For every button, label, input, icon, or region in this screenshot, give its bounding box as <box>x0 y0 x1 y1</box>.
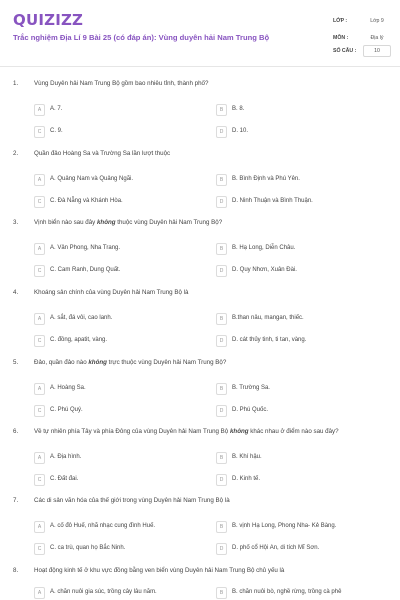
page-title: Trắc nghiệm Địa Lí 9 Bài 25 (có đáp án): Vùng duyên hải Nam Trung Bộ <box>13 33 270 42</box>
option-d[interactable] <box>216 335 381 347</box>
option-d[interactable] <box>216 265 381 277</box>
option-letter-box: B <box>216 521 227 533</box>
option-b[interactable] <box>216 243 381 255</box>
option-b[interactable] <box>216 452 381 464</box>
option-letter-box: A <box>34 587 45 599</box>
question-text <box>34 428 384 435</box>
option-c[interactable] <box>34 196 199 208</box>
question-text-part: thuộc vùng Duyên hải Nam Trung Bộ? <box>115 219 223 226</box>
option-b[interactable] <box>216 521 381 533</box>
meta-value: 10 <box>363 45 391 57</box>
question-number: 3. <box>13 219 19 226</box>
option-letter-box: D <box>216 474 227 486</box>
option-letter-box: D <box>216 335 227 347</box>
option-letter-box: B <box>216 587 227 599</box>
option-letter-box: C <box>34 474 45 486</box>
option-text: B. chăn nuôi bò, nghề rừng, trồng cà phê <box>232 589 342 595</box>
option-text: A. cố đô Huế, nhã nhạc cung đình Huế. <box>50 523 156 529</box>
question-3 <box>0 219 400 289</box>
option-b[interactable] <box>216 174 381 186</box>
option-text: D. phố cổ Hội An, di tích Mĩ Sơn. <box>232 545 320 551</box>
option-a[interactable] <box>34 174 199 186</box>
meta-label: SỐ CÂU : <box>333 48 357 54</box>
question-5 <box>0 359 400 429</box>
option-letter-box: C <box>34 126 45 138</box>
meta-class <box>333 14 391 28</box>
meta-subject <box>333 31 391 45</box>
option-letter-box: C <box>34 196 45 208</box>
option-a[interactable] <box>34 313 199 325</box>
option-text: C. Đất đai. <box>50 476 79 482</box>
option-text: A. Địa hình. <box>50 454 82 460</box>
meta-label: MÔN : <box>333 35 349 41</box>
option-letter-box: C <box>34 543 45 555</box>
option-d[interactable] <box>216 126 381 138</box>
option-text: A. 7. <box>50 106 63 112</box>
option-b[interactable] <box>216 383 381 395</box>
option-d[interactable] <box>216 196 381 208</box>
option-b[interactable] <box>216 587 381 599</box>
meta-label: LỚP : <box>333 18 348 24</box>
option-text: B.than nâu, mangan, thiếc. <box>232 315 304 321</box>
option-text: A. Vân Phong, Nha Trang. <box>50 245 121 251</box>
option-text: C. Cam Ranh, Dung Quất. <box>50 267 121 273</box>
question-7 <box>0 497 400 567</box>
question-6 <box>0 428 400 498</box>
question-text-part: Vịnh biển nào sau đây <box>34 219 97 226</box>
option-text: C. ca trù, quan họ Bắc Ninh. <box>50 545 126 551</box>
option-d[interactable] <box>216 543 381 555</box>
option-c[interactable] <box>34 405 199 417</box>
question-number: 7. <box>13 497 19 504</box>
option-text: D. Quy Nhơn, Xuân Đài. <box>232 267 297 273</box>
option-c[interactable] <box>34 335 199 347</box>
question-text-part: Các di sản văn hóa của thế giới trong vùng Duyên hải Nam Trung Bộ là <box>34 497 230 504</box>
question-text <box>34 80 384 87</box>
question-4 <box>0 289 400 359</box>
question-text-part: Hoạt động kinh tế ở khu vực đồng bằng ven biển vùng Duyên hải Nam Trung Bộ chủ yếu là <box>34 567 285 574</box>
option-a[interactable] <box>34 521 199 533</box>
option-text: A. Hoàng Sa. <box>50 385 86 391</box>
option-a[interactable] <box>34 104 199 116</box>
option-letter-box: D <box>216 543 227 555</box>
question-text <box>34 567 384 574</box>
option-d[interactable] <box>216 405 381 417</box>
option-text: B. Hạ Long, Diễn Châu. <box>232 245 296 251</box>
quizizz-logo: QUIZIZZ <box>13 11 84 29</box>
question-number: 1. <box>13 80 19 87</box>
option-text: A. chăn nuôi gia súc, trồng cây lâu năm. <box>50 589 157 595</box>
question-number: 2. <box>13 150 19 157</box>
option-text: C. đồng, apatit, vàng. <box>50 337 108 343</box>
question-number: 5. <box>13 359 19 366</box>
option-letter-box: C <box>34 265 45 277</box>
meta-question-count <box>333 44 391 58</box>
option-text: C. 9. <box>50 128 63 134</box>
question-text <box>34 289 384 296</box>
option-text: A. sắt, đá vôi, cao lanh. <box>50 315 113 321</box>
question-text-part: khác nhau ở điểm nào sau đây? <box>248 428 339 435</box>
meta-value: Lớp 9 <box>370 18 384 24</box>
option-text: B. 8. <box>232 106 245 112</box>
question-emphasis: không <box>96 219 116 226</box>
option-b[interactable] <box>216 313 381 325</box>
option-c[interactable] <box>34 126 199 138</box>
option-letter-box: B <box>216 174 227 186</box>
option-d[interactable] <box>216 474 381 486</box>
option-a[interactable] <box>34 452 199 464</box>
option-text: D. Ninh Thuận và Bình Thuận. <box>232 198 313 204</box>
option-c[interactable] <box>34 265 199 277</box>
option-letter-box: A <box>34 521 45 533</box>
question-text-part: trực thuộc vùng Duyên hải Nam Trung Bộ? <box>106 359 227 366</box>
option-letter-box: A <box>34 313 45 325</box>
option-text: B. Bình Định và Phú Yên. <box>232 176 300 182</box>
page-header <box>0 0 400 67</box>
option-letter-box: A <box>34 104 45 116</box>
option-text: D. Phú Quốc. <box>232 407 269 413</box>
option-letter-box: C <box>34 405 45 417</box>
question-text <box>34 219 384 226</box>
option-letter-box: A <box>34 383 45 395</box>
option-letter-box: A <box>34 452 45 464</box>
option-letter-box: B <box>216 313 227 325</box>
option-letter-box: B <box>216 383 227 395</box>
option-text: B. Khí hậu. <box>232 454 262 460</box>
option-a[interactable] <box>34 383 199 395</box>
option-text: B. Trường Sa. <box>232 385 270 391</box>
question-text <box>34 150 384 157</box>
option-text: C. Đà Nẵng và Khánh Hòa. <box>50 198 123 204</box>
option-letter-box: B <box>216 104 227 116</box>
option-letter-box: D <box>216 196 227 208</box>
option-letter-box: B <box>216 243 227 255</box>
option-text: A. Quảng Nam và Quảng Ngãi. <box>50 176 134 182</box>
question-number: 6. <box>13 428 19 435</box>
option-letter-box: A <box>34 243 45 255</box>
question-text <box>34 497 384 504</box>
option-text: C. Phú Quý. <box>50 407 83 413</box>
question-1 <box>0 80 400 150</box>
question-text-part: Đảo, quần đảo nào <box>34 359 89 366</box>
question-number: 4. <box>13 289 19 296</box>
option-a[interactable] <box>34 587 199 599</box>
question-emphasis: không <box>88 359 107 366</box>
option-letter-box: D <box>216 265 227 277</box>
question-text-part: Vùng Duyên hải Nam Trung Bộ gồm bao nhiêu tỉnh, thành phố? <box>34 80 209 87</box>
option-letter-box: A <box>34 174 45 186</box>
question-8 <box>0 567 400 600</box>
meta-value: Địa lý <box>370 35 384 41</box>
question-text-part: Quần đảo Hoàng Sa và Trường Sa lần lượt thuộc <box>34 150 171 157</box>
option-b[interactable] <box>216 104 381 116</box>
option-text: B. vịnh Hạ Long, Phong Nha- Kẻ Bàng. <box>232 523 337 529</box>
option-letter-box: C <box>34 335 45 347</box>
question-text-part: Khoáng sản chính của vùng Duyên hải Nam Trung Bộ là <box>34 289 189 296</box>
option-letter-box: D <box>216 126 227 138</box>
option-text: D. 10. <box>232 128 249 134</box>
option-letter-box: B <box>216 452 227 464</box>
option-text: D. Kinh tế. <box>232 476 261 482</box>
question-text-part: Về tự nhiên phía Tây và phía Đông của vùng Duyên hải Nam Trung Bộ <box>34 428 230 435</box>
question-2 <box>0 150 400 220</box>
option-c[interactable] <box>34 474 199 486</box>
option-letter-box: D <box>216 405 227 417</box>
question-number: 8. <box>13 567 19 574</box>
question-text <box>34 359 384 366</box>
option-text: D. cát thủy tinh, ti tan, vàng. <box>232 337 307 343</box>
option-c[interactable] <box>34 543 199 555</box>
question-emphasis: không <box>229 428 249 435</box>
option-a[interactable] <box>34 243 199 255</box>
